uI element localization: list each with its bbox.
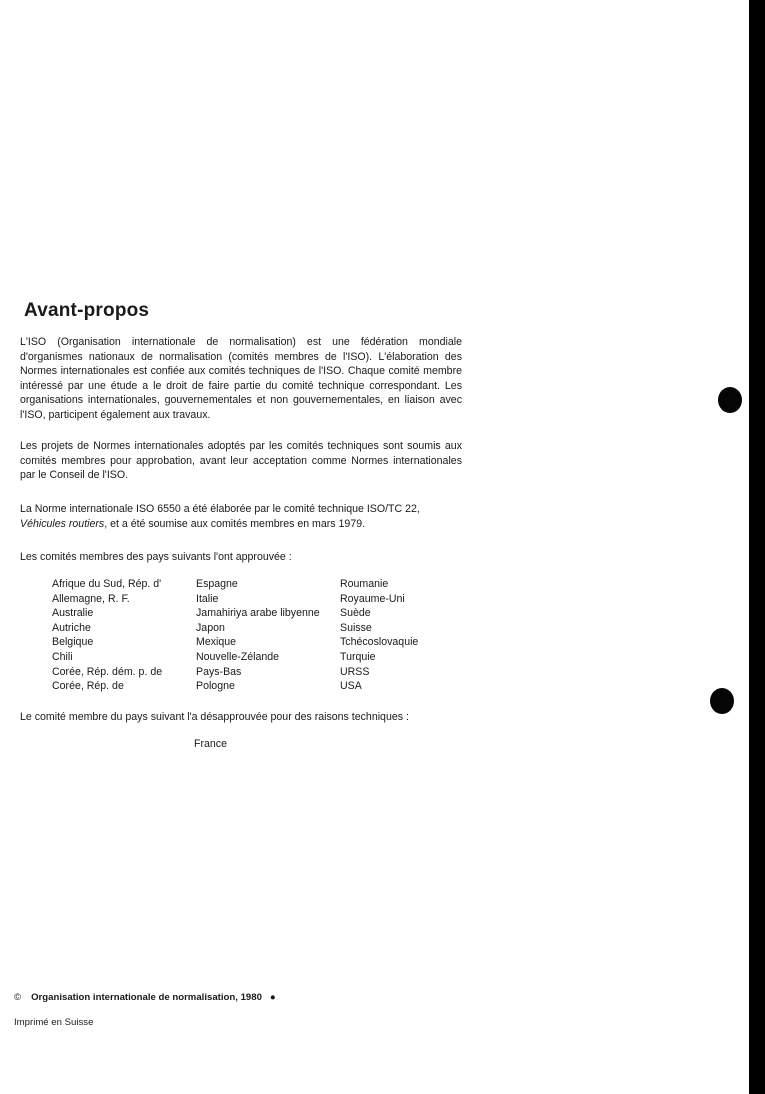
committee-name: Véhicules routiers xyxy=(20,517,105,530)
scan-edge-bar xyxy=(749,0,765,1094)
printed-in-note: Imprimé en Suisse xyxy=(14,1017,94,1028)
country-column-3 xyxy=(340,577,418,694)
country-item: Tchécoslovaquie xyxy=(340,636,419,649)
paragraph-disapproval-intro: Le comité membre du pays suivant l'a désapprouvée pour des raisons techniques : xyxy=(20,711,409,723)
country-item: Allemagne, R. F. xyxy=(52,592,130,605)
country-item: Turquie xyxy=(340,650,376,663)
page-title: Avant-propos xyxy=(24,300,150,321)
country-item: Chili xyxy=(52,650,73,663)
country-item: Pologne xyxy=(196,680,235,693)
country-item: Roumanie xyxy=(340,578,389,590)
country-item: Pays-Bas xyxy=(196,665,242,678)
punch-hole-lower xyxy=(710,688,734,714)
country-column-2 xyxy=(196,577,320,694)
paragraph-iso-intro: L'ISO (Organisation internationale de normalisation) est une fédération mondiale d'organismes nationaux de normalisation (comités membres de l'ISO). L'élaboration des Normes internationales est confiée aux comités techniques de l'ISO. Chaque comité membre intéressé par une étude a le droit de faire partie du comité technique correspondant. Les organisations internationales, gouvernementales et non gouvernementales, en liaison avec l'ISO, participent également aux travaux. xyxy=(20,336,462,421)
country-item: URSS xyxy=(340,665,370,678)
country-item: USA xyxy=(340,680,362,693)
paragraph-draft-standards: Les projets de Normes internationales adoptés par les comités techniques sont soumis aux comités membres pour approbation, avant leur acceptation comme Normes internationales par le Conseil de l'ISO. xyxy=(20,440,462,482)
country-item: Nouvelle-Zélande xyxy=(196,650,280,663)
copyright-symbol: © xyxy=(14,992,22,1003)
country-item: Suisse xyxy=(340,621,372,634)
country-item: Japon xyxy=(196,621,225,634)
paragraph-approvals-intro: Les comités membres des pays suivants l'ont approuvée : xyxy=(20,551,292,563)
country-item: Jamahiriya arabe libyenne xyxy=(196,607,320,620)
copyright-organisation: Organisation internationale de normalisation, 1980 xyxy=(31,992,262,1003)
country-item: Afrique du Sud, Rép. d' xyxy=(52,578,162,590)
country-item: Suède xyxy=(340,607,371,620)
copyright-line xyxy=(14,992,276,1003)
country-item: Australie xyxy=(52,607,94,620)
country-item: Royaume-Uni xyxy=(340,592,405,605)
country-item: Italie xyxy=(196,592,219,605)
country-column-1 xyxy=(52,577,162,694)
paragraph-iso-6550-part1: La Norme internationale ISO 6550 a été élaborée par le comité technique ISO/TC 22, xyxy=(20,503,420,515)
country-item: Espagne xyxy=(196,578,238,590)
country-item: Corée, Rép. dém. p. de xyxy=(52,665,163,678)
country-item: Autriche xyxy=(52,621,91,634)
country-item: Mexique xyxy=(196,636,237,649)
disapproving-country: France xyxy=(194,738,227,750)
bullet-icon: ● xyxy=(269,992,276,1003)
paragraph-iso-6550 xyxy=(20,502,462,531)
paragraph-iso-6550-part2: , et a été soumise aux comités membres en mars 1979. xyxy=(104,517,366,530)
country-item: Corée, Rép. de xyxy=(52,680,124,693)
country-item: Belgique xyxy=(52,636,94,649)
punch-hole-upper xyxy=(718,387,742,413)
